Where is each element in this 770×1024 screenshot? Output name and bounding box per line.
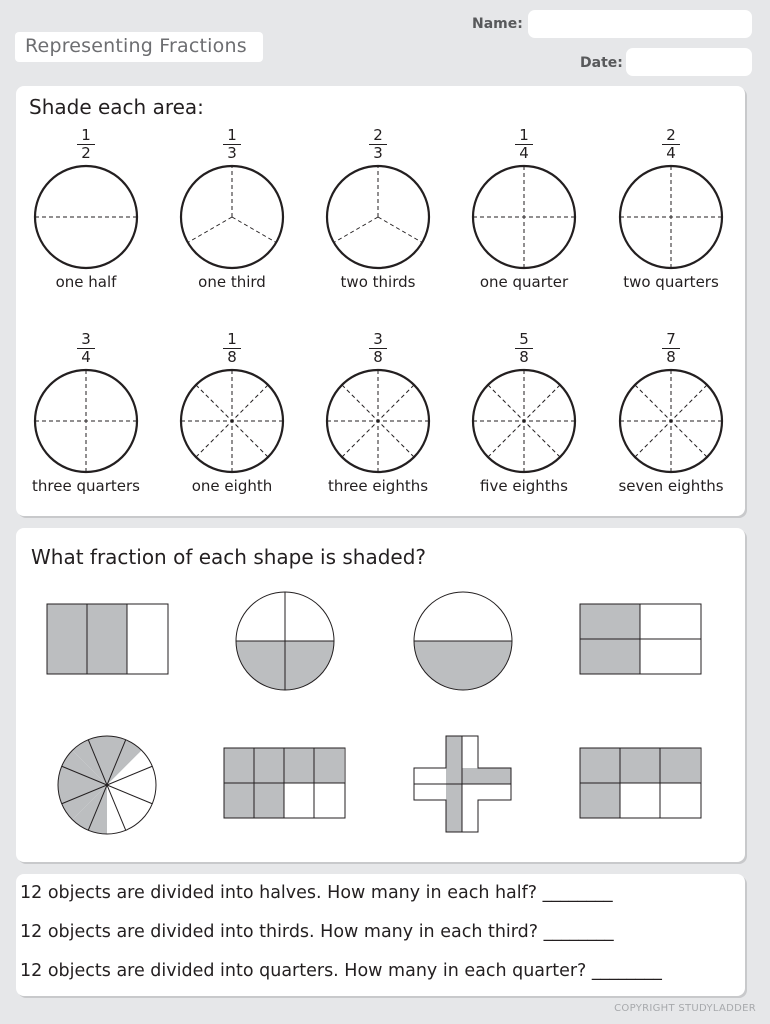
question-quarters: 12 objects are divided into quarters. How many in each quarter? ________ xyxy=(20,961,662,981)
fraction-numerator: 2 xyxy=(369,127,387,145)
fraction-denominator: 8 xyxy=(227,348,237,366)
circle-halves-shape xyxy=(412,591,514,691)
fraction-denominator: 8 xyxy=(519,348,529,366)
fraction-circle-item xyxy=(469,331,579,495)
question-halves: 12 objects are divided into halves. How many in each half? ________ xyxy=(20,883,613,903)
fraction-label xyxy=(77,331,95,366)
fraction-denominator: 8 xyxy=(666,348,676,366)
date-field[interactable] xyxy=(626,48,752,76)
fraction-denominator: 3 xyxy=(373,144,383,162)
rectangle-thirds-shape xyxy=(46,603,170,675)
fraction-caption: two thirds xyxy=(340,273,416,291)
fraction-circle[interactable] xyxy=(324,368,432,474)
fraction-circle[interactable] xyxy=(178,164,286,270)
fraction-caption: one quarter xyxy=(479,273,569,291)
grid-eighths-shape xyxy=(223,747,347,819)
fraction-numerator: 5 xyxy=(515,331,533,349)
fraction-circle-item xyxy=(469,127,579,291)
fraction-numerator: 1 xyxy=(223,127,241,145)
fraction-label xyxy=(369,127,387,162)
fraction-circle-item xyxy=(177,331,287,495)
fraction-circle[interactable] xyxy=(32,368,140,474)
fraction-circle-item xyxy=(323,331,433,495)
fraction-circle[interactable] xyxy=(617,368,725,474)
fraction-circle-item xyxy=(616,331,726,495)
fraction-caption: one third xyxy=(198,273,266,291)
fraction-numerator: 3 xyxy=(77,331,95,349)
fraction-circle-item xyxy=(31,127,141,291)
fraction-circle[interactable] xyxy=(178,368,286,474)
fraction-label xyxy=(515,331,533,366)
fraction-caption: three quarters xyxy=(32,477,140,495)
fraction-numerator: 1 xyxy=(77,127,95,145)
fraction-caption: one eighth xyxy=(191,477,273,495)
date-label: Date: xyxy=(580,55,623,71)
fraction-denominator: 2 xyxy=(81,144,91,162)
fraction-label xyxy=(662,127,680,162)
fraction-label xyxy=(223,331,241,366)
fraction-caption: seven eighths xyxy=(618,477,724,495)
circle-eighths-shape xyxy=(56,735,158,835)
fraction-caption: two quarters xyxy=(623,273,719,291)
rectangle-quarters-shape xyxy=(579,603,703,675)
fraction-caption: one half xyxy=(55,273,117,291)
fraction-label xyxy=(515,127,533,162)
fraction-circle-item xyxy=(177,127,287,291)
fraction-denominator: 4 xyxy=(666,144,676,162)
fraction-numerator: 2 xyxy=(662,127,680,145)
fraction-label xyxy=(369,331,387,366)
section2-heading: What fraction of each shape is shaded? xyxy=(31,545,427,569)
page-title: Representing Fractions xyxy=(25,35,247,57)
fraction-numerator: 1 xyxy=(223,331,241,349)
fraction-label xyxy=(77,127,95,162)
fraction-circle[interactable] xyxy=(617,164,725,270)
question-thirds: 12 objects are divided into thirds. How many in each third? ________ xyxy=(20,922,614,942)
fraction-numerator: 1 xyxy=(515,127,533,145)
fraction-circle[interactable] xyxy=(470,164,578,270)
fraction-label xyxy=(223,127,241,162)
copyright-footer: COPYRIGHT STUDYLADDER xyxy=(614,1003,756,1014)
name-label: Name: xyxy=(472,16,523,32)
fraction-numerator: 3 xyxy=(369,331,387,349)
fraction-circle[interactable] xyxy=(324,164,432,270)
fraction-circle-item xyxy=(31,331,141,495)
fraction-caption: three eighths xyxy=(327,477,429,495)
fraction-denominator: 3 xyxy=(227,144,237,162)
cross-shape xyxy=(413,735,513,833)
section1-heading: Shade each area: xyxy=(29,95,204,119)
fraction-circle[interactable] xyxy=(32,164,140,270)
fraction-circle-item xyxy=(323,127,433,291)
title-box xyxy=(15,32,263,62)
grid-sixths-shape xyxy=(579,747,703,819)
fraction-circle[interactable] xyxy=(470,368,578,474)
name-field[interactable] xyxy=(528,10,752,38)
fraction-circle-item xyxy=(616,127,726,291)
fraction-denominator: 8 xyxy=(373,348,383,366)
fraction-caption: five eighths xyxy=(480,477,568,495)
fraction-denominator: 4 xyxy=(81,348,91,366)
fraction-denominator: 4 xyxy=(519,144,529,162)
fraction-label xyxy=(662,331,680,366)
fraction-numerator: 7 xyxy=(662,331,680,349)
circle-quarters-shape xyxy=(234,591,336,691)
